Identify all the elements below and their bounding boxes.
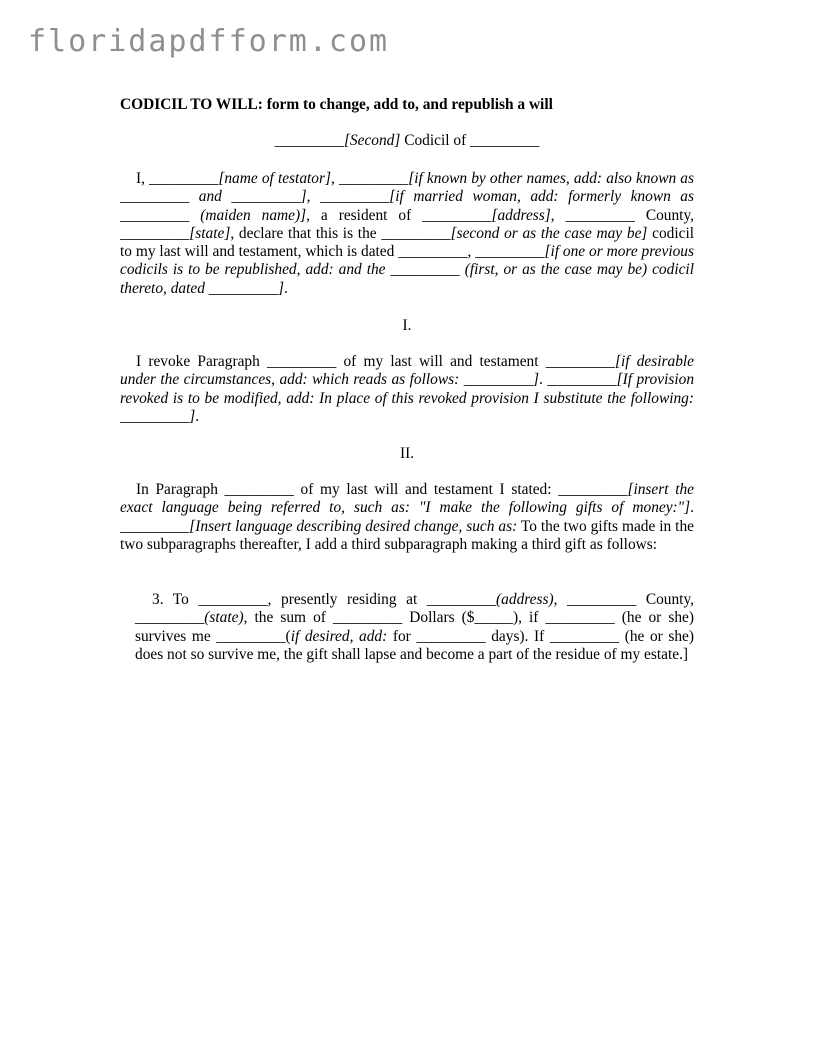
section-two-heading: II. bbox=[399, 445, 415, 462]
text-run: [name of testator] bbox=[218, 170, 331, 187]
subtitle-text: Codicil of _________ bbox=[400, 132, 540, 149]
text-run: , _________ County, _________ bbox=[120, 206, 694, 242]
text-run: 3. To _________, presently residing at _________ bbox=[152, 591, 497, 608]
text-run: , _________ bbox=[306, 188, 390, 206]
text-run: In Paragraph _________ of my last will and testament I stated: _________ bbox=[136, 481, 628, 498]
text-run: [insert the exact language being referred to, such as: "I make the following gifts of money:"] bbox=[120, 481, 694, 517]
text-run: [Insert language describing desired change, such as: bbox=[189, 517, 518, 535]
subtitle-blank: _________ bbox=[274, 132, 344, 149]
text-run: . bbox=[284, 279, 288, 297]
subtitle-ordinal: [Second] bbox=[343, 132, 401, 149]
text-run: [if married woman, add: formerly known as _________ (maiden name)] bbox=[120, 188, 694, 224]
text-run: [if desirable under the circumstances, add: which reads as follows: _________] bbox=[120, 353, 694, 389]
text-run: codicil to my last will and testament, which is dated _________, _________ bbox=[120, 224, 695, 261]
text-run: . bbox=[195, 407, 200, 425]
watermark-logo: floridapdfform.com bbox=[28, 24, 390, 59]
text-run: I, _________ bbox=[136, 170, 219, 187]
text-run: . _________ bbox=[120, 499, 694, 535]
text-run: , declare that this is the _________ bbox=[230, 224, 451, 242]
amendment-paragraph bbox=[120, 481, 694, 554]
codicil-heading bbox=[120, 132, 694, 150]
text-run: [if one or more previous codicils is to be republished, add: and the _________ (first, or as the case may be) codicil thereto, dated _________] bbox=[120, 243, 694, 297]
text-run: (state) bbox=[204, 609, 244, 627]
text-run: , _________ bbox=[330, 170, 409, 187]
revocation-paragraph bbox=[120, 353, 694, 426]
text-run: [if known by other names, add: also known as _________ and _________] bbox=[120, 170, 694, 206]
text-run: [second or as the case may be] bbox=[450, 224, 648, 242]
text-run: , a resident of _________ bbox=[306, 206, 492, 224]
third-gift-subparagraph bbox=[135, 591, 694, 664]
text-run: . _________ bbox=[538, 371, 617, 389]
text-run: for _________ days). If _________ (he or she) does not so survive me, the gift shall lapse and become a part of the residue of my estate.] bbox=[135, 627, 695, 663]
section-one-heading: I. bbox=[402, 317, 412, 334]
text-run: [If provision revoked is to be modified, add: In place of this revoked provision I substitute the following: _________] bbox=[120, 371, 695, 425]
document-title: CODICIL TO WILL: form to change, add to, and republish a will bbox=[120, 96, 553, 113]
text-run: , the sum of _________ Dollars ($_____), if _________ (he or she) survives me _________( bbox=[135, 609, 694, 645]
text-run: To the two gifts made in the two subparagraphs thereafter, I add a third subparagraph making a third gift as follows: bbox=[120, 517, 694, 553]
text-run: (address) bbox=[496, 591, 554, 608]
text-run: I revoke Paragraph _________ of my last will and testament _________ bbox=[136, 353, 615, 370]
text-run: [address] bbox=[491, 206, 551, 224]
text-run: [state] bbox=[189, 224, 231, 242]
declaration-paragraph bbox=[120, 170, 694, 298]
text-run: if desired, add: bbox=[290, 627, 388, 645]
text-run: , _________ County, _________ bbox=[135, 591, 694, 627]
